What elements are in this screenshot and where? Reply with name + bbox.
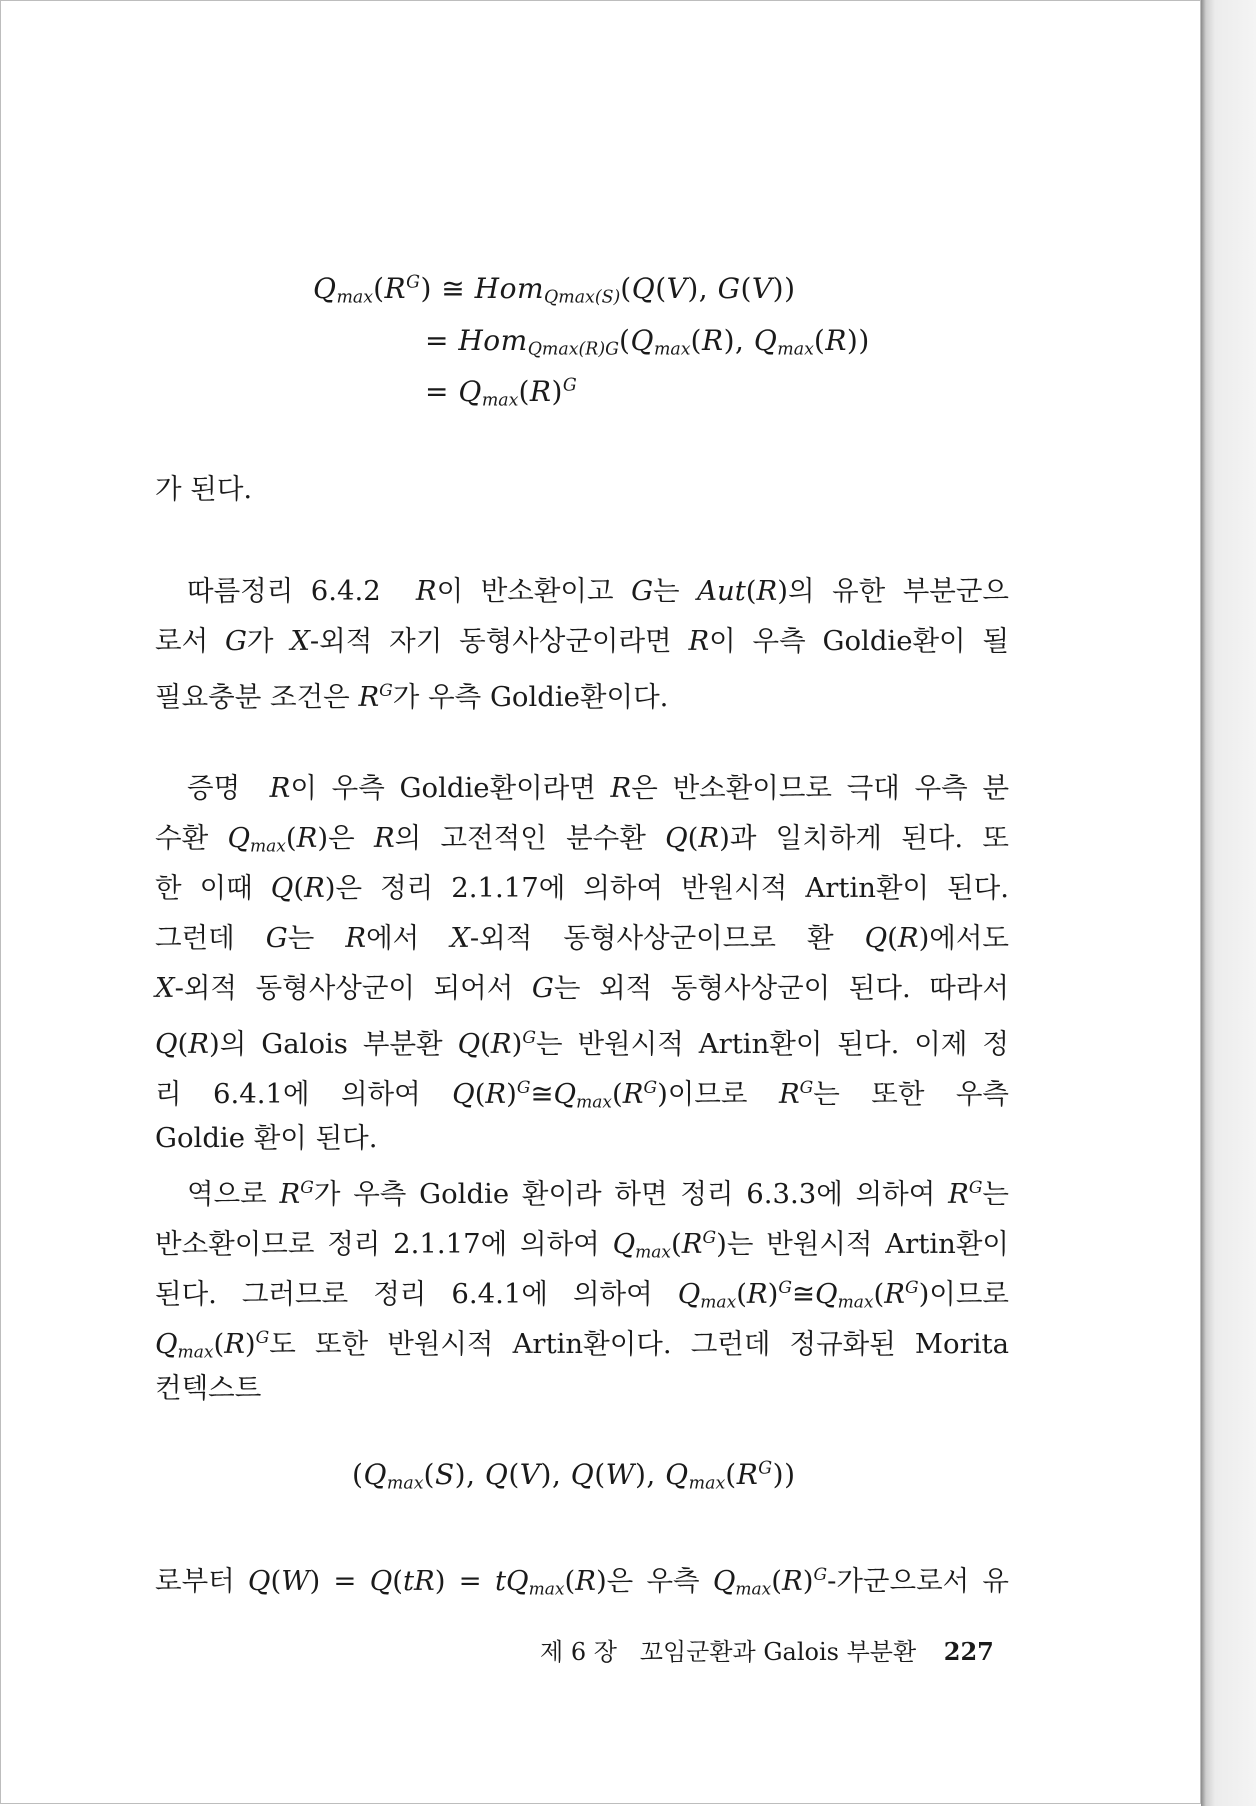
proof-paragraph: 증명 R이 우측 Goldie환이라면 R은 반소환이므로 극대 우측 분 수환 $Q_{max}(R)$은 R의 고전적인 분수환 Q(R)과 일치하게 된다. 또 한 이때 Q(R)은 정리 2.1.17에 의하여 반원시적 Artin환이 된다. 그런데 G는 R에서 X-외적 동형사상군이므로 환 Q(R)에서도 X-외적 동형사상군이 되어서 G는 외적 동형사상군이 된다. 따라서 Q(R)의 Galois 부분환 $Q(R)^G$는 반원시적 Artin환이 된다. 이제 정 리 6.4.1에 의하여 $Q(R)^G≅Q_{max}(R^G)$이므로 $R^G$는 또한 우측 Goldie 환이 된다. 역으로 $R^G$가 우측 Goldie 환이라 하면 정리 6.3.3에 의하여 $R^G$는 반소환이므로 정리 2.1.17에 의하여 $Q_{max}(R^G)$는 반원시적 Artin환이 된다. 그러므로 정리 6.4.1에 의하여 $Q_{max}(R)^G≅Q_{max}(R^G)$이므로 $Q_{max}(R)^G$도 또한 반원시적 Artin환이다. 그런데 정규화된 Morita 컨텍스트 bbox=[155, 772, 1010, 1404]
footer-title: 꼬임군환과 Galois 부분환 bbox=[639, 1638, 917, 1666]
proof-label: 증명 bbox=[187, 772, 241, 804]
running-footer bbox=[540, 1632, 994, 1667]
footer-chapter: 제 6 장 bbox=[540, 1638, 617, 1666]
equation-line-1: $Q_{max}(R^G)$ ≅ Hom$_{Qmax(S)}$(Q(V), G(V)) bbox=[313, 272, 796, 308]
equation-line-3: = $Q_{max}(R)^G$ bbox=[425, 375, 578, 411]
equation-morita-context: ($Q_{max}(S)$, Q(V), Q(W), $Q_{max}(R^G)$) bbox=[352, 1458, 796, 1494]
corollary-6-4-2: 따름정리 6.4.2 R이 반소환이고 G는 Aut(R)의 유한 부분군으 로서 G가 X-외적 자기 동형사상군이라면 R이 우측 Goldie환이 될 필요충분 조건은 $R^G$가 우측 Goldie환이다. bbox=[155, 575, 1010, 714]
closing-line: 로부터 $Q(W) = Q(tR) = tQ_{max}(R)$은 우측 $Q_{max}(R)^G-$가군으로서 유 bbox=[155, 1565, 1009, 1600]
corollary-label: 따름정리 6.4.2 bbox=[187, 575, 381, 607]
page-edge-shadow bbox=[1201, 0, 1256, 1806]
text-after-equation: 가 된다. bbox=[155, 473, 253, 505]
equation-line-2: = $Hom_{Qmax(R)G}(Q_{max}(R)$, $Q_{max}(R)$) bbox=[425, 324, 870, 360]
page-number: 227 bbox=[943, 1637, 994, 1666]
